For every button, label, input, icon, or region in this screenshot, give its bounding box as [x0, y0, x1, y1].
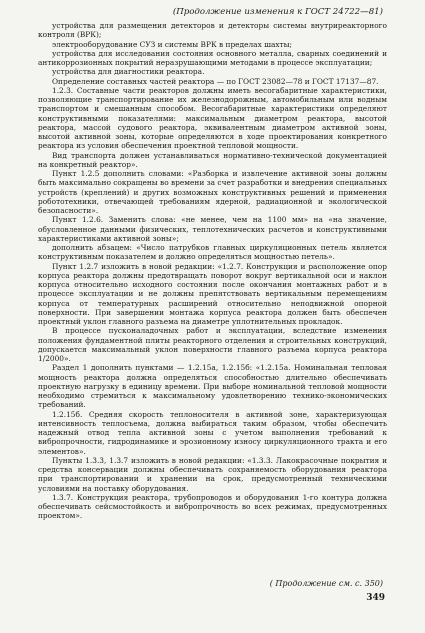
paragraph-9: Пункт 1.2.6. Заменить слова: «не менее, чем на 1100 мм» на «на значение, обусловленное данными физических, теплотехнических расчетов и конструктивными характеристиками активной зоны»;: [38, 215, 387, 243]
document-body: [38, 21, 387, 521]
paragraph-7: Вид транспорта должен устанавливаться нормативно-технической документацией на конкретный реактор».: [38, 150, 387, 169]
page-number: 349: [366, 593, 385, 603]
paragraph-14: 1.2.15б. Средняя скорость теплоносителя в активной зоне, характеризующая интенсивность теплосъема, должна выбираться таким образом, чтобы обеспечить надежный отвод тепла активной зоны с учетом выполнения требований к вибропрочности, гидродинамике и эрозионному износу циркуляционного тракта и его элементов».: [38, 409, 387, 456]
paragraph-3: устройства для исследования состояния основного металла, сварных соединений и антикоррозионных покрытий неразрушающими методами в процессе эксплуатации;: [38, 48, 387, 67]
paragraph-15: Пункты 1.3.3, 1.3.7 изложить в новой редакции: «1.3.3. Лакокрасочные покрытия и средства консервации должны обеспечивать сохраняемость оборудования реактора при транспортировании и хранении на срок, предусмотренный техническими условиями на поставку оборудования.: [38, 455, 387, 493]
paragraph-4: устройства для диагностики реактора.: [52, 67, 205, 77]
paragraph-6: 1.2.3. Составные части реакторов должны иметь весогабаритные характеристики, позволяющие транспортирование их железнодорожным, автомобильным или водным транспортом и смешанным способом. Весогабаритные характеристики определяют конструктивными показателями: максимальным диаметром реактора, высотой реактора, массой судового реактора, эквивалентным диаметром активной зоны, высотой активной зоны, которые определяются в ходе проектирования конкретного реактора из условия обеспечения проектной тепловой мощности.: [38, 85, 387, 151]
continuation-note: ( Продолжение см. с. 350): [269, 579, 383, 588]
paragraph-10: дополнить абзацем: «Число патрубков главных циркуляционных петель является конструктивным показателем и должно определяться мощностью петель».: [38, 243, 387, 262]
paragraph-13: Раздел 1 дополнить пунктами — 1.2.15а, 1.2.15б: «1.2.15а. Номинальная тепловая мощность реактора должна определяться способностью длительно обеспечивать проектную нагрузку в единицу времени. При выборе номинальной тепловой мощности необходимо стремиться к максимальному удовлетворению технико-экономических требований.: [38, 363, 387, 410]
paragraph-16: 1.3.7. Конструкция реактора, трубопроводов и оборудования 1-го контура должна обеспечивать сейсмостойкость и вибропрочность во всех режимах, предусмотренных проектом».: [38, 492, 387, 521]
paragraph-12: В процессе пусконаладочных работ и эксплуатации, вследствие изменения положения фундаментной плиты реакторного отделения и строительных конструкций, допускается максимальный уклон поверхности главного разъема корпуса реактора 1/2000».: [38, 326, 387, 363]
paragraph-11: Пункт 1.2.7 изложить в новой редакции: «1.2.7. Конструкция и расположение опор корпуса реактора должны предотвращать поворот вокруг вертикальной оси и наклон корпуса относительно исходного состояния после окончания монтажных работ и в процессе эксплуатации и не должны препятствовать вертикальным перемещениям корпуса от температурных расширений относительно неподвижной опорной поверхности. При завершении монтажа корпуса реактора должен быть обеспечен проектный уклон главного разъема на диаметре уплотнительных прокладок.: [38, 261, 387, 326]
paragraph-1: устройства для размещения детекторов и детекторы системы внутриреакторного контроля (ВРК);: [38, 21, 387, 40]
paragraph-5: Определение составных частей реактора — по ГОСТ 23082—78 и ГОСТ 17137—87.: [52, 76, 379, 86]
paragraph-2: электрооборудование СУЗ и системы ВРК в пределах шахты;: [52, 39, 293, 49]
paragraph-8: Пункт 1.2.5 дополнить словами: «Разборка и извлечение активной зоны должны быть максимально сокращены во времени за счет разработки и внедрения специальных устройств (креплений) и других возможных конструктивных решений и применения робототехники, отвечающей требованиям ядерной, радиационной и экологической безопасности».: [38, 169, 387, 215]
running-header: (Продолжение изменения к ГОСТ 24722—81): [172, 7, 383, 17]
